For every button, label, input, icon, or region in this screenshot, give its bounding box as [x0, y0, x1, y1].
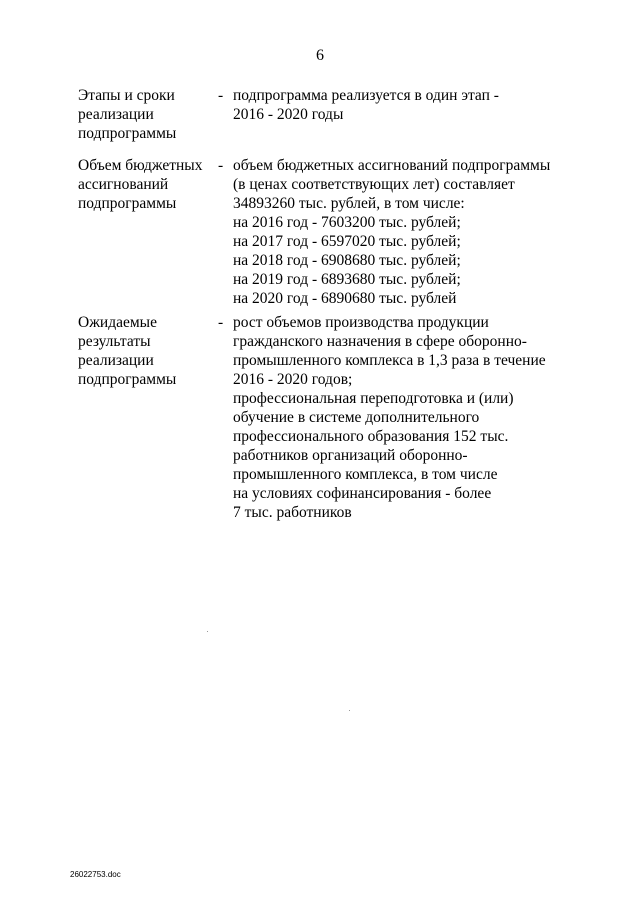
label-line: реализации: [78, 352, 154, 369]
section-budget-allocations: [78, 156, 578, 311]
scan-speck: [207, 631, 208, 632]
text-line: 7 тыс. работников: [233, 504, 352, 521]
text-line: промышленного комплекса в 1,3 раза в течение: [233, 352, 546, 369]
page-number: 6: [316, 47, 324, 64]
text-line: на 2016 год - 7603200 тыс. рублей;: [233, 214, 461, 231]
text-line: рост объемов производства продукции: [233, 314, 489, 331]
section-expected-results: [78, 313, 578, 528]
text-line: на условиях софинансирования - более: [233, 485, 492, 502]
label-line: Этапы и сроки: [78, 87, 175, 104]
section-label: [78, 156, 218, 213]
text-line: гражданского назначения в сфере оборонно-: [233, 333, 527, 350]
section-text: [233, 156, 573, 308]
text-line: 2016 - 2020 годы: [233, 106, 344, 123]
label-line: Ожидаемые: [78, 314, 157, 331]
label-line: подпрограммы: [78, 125, 177, 142]
document-filename: 26022753.doc: [70, 870, 121, 879]
section-text: [233, 86, 573, 124]
label-line: подпрограммы: [78, 371, 177, 388]
label-line: Объем бюджетных: [78, 157, 203, 174]
text-line: профессиональная переподготовка и (или): [233, 390, 514, 407]
text-line: промышленного комплекса, в том числе: [233, 466, 498, 483]
text-line: (в ценах соответствующих лет) составляет: [233, 176, 515, 193]
text-line: на 2020 год - 6890680 тыс. рублей: [233, 290, 457, 307]
text-line: на 2019 год - 6893680 тыс. рублей;: [233, 271, 461, 288]
label-line: результаты: [78, 333, 151, 350]
section-label: [78, 86, 218, 143]
label-line: ассигнований: [78, 176, 169, 193]
text-line: на 2018 год - 6908680 тыс. рублей;: [233, 252, 461, 269]
section-dash: -: [218, 157, 224, 174]
text-line: обучение в системе дополнительного: [233, 409, 480, 426]
label-line: подпрограммы: [78, 195, 177, 212]
text-line: подпрограмма реализуется в один этап -: [233, 87, 499, 104]
section-label: [78, 313, 218, 389]
text-line: профессионального образования 152 тыс.: [233, 428, 509, 445]
section-text: [233, 313, 573, 522]
section-dash: -: [218, 87, 224, 104]
scan-speck: [349, 710, 350, 711]
text-line: на 2017 год - 6597020 тыс. рублей;: [233, 233, 461, 250]
section-stages-and-terms: [78, 86, 578, 146]
label-line: реализации: [78, 106, 154, 123]
text-line: 34893260 тыс. рублей, в том числе:: [233, 195, 465, 212]
text-line: работников организаций оборонно-: [233, 447, 468, 464]
section-dash: -: [218, 314, 224, 331]
text-line: 2016 - 2020 годов;: [233, 371, 353, 388]
text-line: объем бюджетных ассигнований подпрограммы: [233, 157, 551, 174]
